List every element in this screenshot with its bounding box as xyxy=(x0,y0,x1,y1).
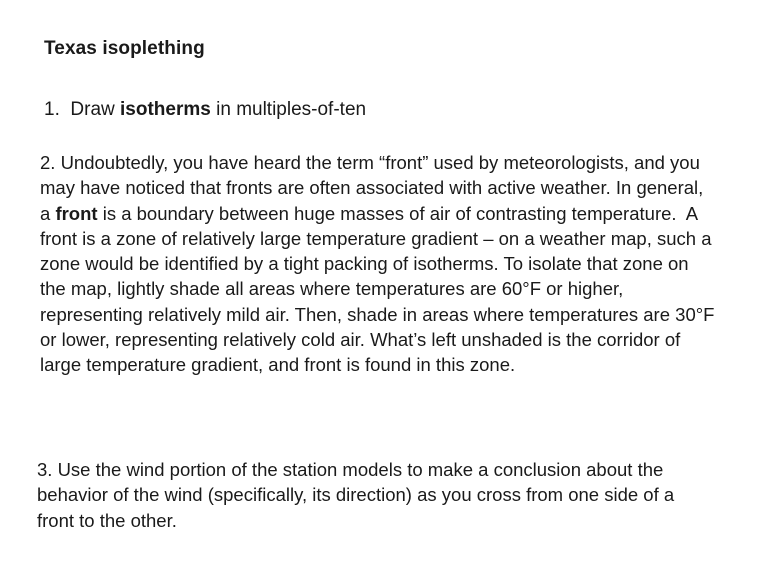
instruction-2-line: or lower, representing relatively cold air. What’s left unshaded is the corridor of xyxy=(40,329,681,351)
instruction-2-line: zone would be identified by a tight packing of isotherms. To isolate that zone on xyxy=(40,253,689,275)
instruction-2-keyword: front xyxy=(55,202,98,224)
document-title: Texas isoplething xyxy=(44,38,205,59)
instruction-2-line: front is a zone of relatively large temperature gradient – on a weather map, such a xyxy=(40,227,712,249)
instruction-2-line3-prefix: a xyxy=(40,202,56,224)
instruction-2-line3-suffix: is a boundary between huge masses of air of contrasting temperature. A xyxy=(97,202,699,224)
instruction-2-line: may have noticed that fronts are often associated with active weather. In general, xyxy=(40,177,704,199)
instruction-1-prefix: 1. Draw xyxy=(44,99,121,120)
instruction-3 xyxy=(37,457,737,533)
instruction-2-line: large temperature gradient, and front is found in this zone. xyxy=(40,354,516,376)
instruction-3-line: behavior of the wind (specifically, its direction) as you cross from one side of a xyxy=(37,484,675,506)
instruction-2 xyxy=(40,150,770,378)
instruction-1-suffix: in multiples-of-ten xyxy=(210,99,367,120)
instruction-2-line: representing relatively mild air. Then, shade in areas where temperatures are 30°F xyxy=(40,303,715,325)
instruction-1 xyxy=(44,98,366,122)
instruction-1-keyword: isotherms xyxy=(120,99,211,120)
instruction-3-line: front to the other. xyxy=(37,509,177,531)
instruction-2-line xyxy=(40,201,770,226)
instruction-2-line: 2. Undoubtedly, you have heard the term “front” used by meteorologists, and you xyxy=(40,152,700,173)
instruction-2-line: the map, lightly shade all areas where temperatures are 60°F or higher, xyxy=(40,278,624,300)
instruction-3-line: 3. Use the wind portion of the station models to make a conclusion about the xyxy=(37,459,664,480)
